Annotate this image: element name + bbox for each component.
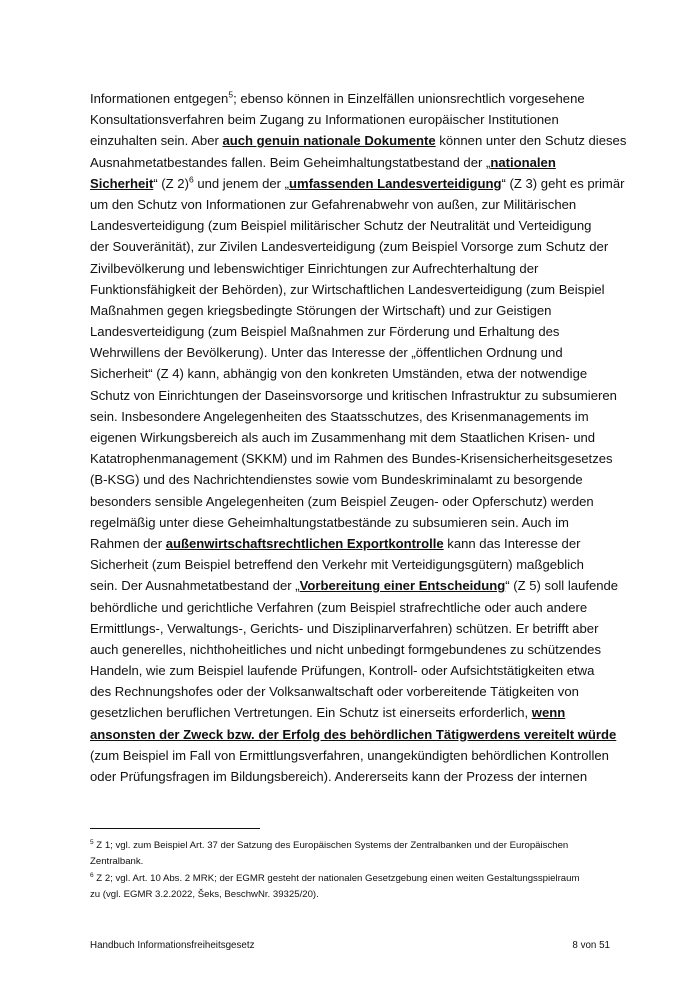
text-run: Konsultationsverfahren beim Zugang zu Informationen europäischer Institutionen <box>90 112 559 128</box>
text-run: kann das Interesse der <box>443 535 581 551</box>
text-run: (B-KSG) und des Nachrichtendienstes sowie vom Bundeskriminalamt zu besorgende <box>90 472 583 488</box>
body-line <box>90 236 610 257</box>
text-run: Wehrwillens der Bevölkerung). Unter das Interesse der „öffentlichen Ordnung und <box>90 345 563 361</box>
body-line <box>90 406 610 427</box>
text-run: Zivilbevölkerung und lebenswichtiger Einrichtungen zur Aufrechterhaltung der <box>90 260 539 276</box>
page-footer <box>90 938 610 954</box>
text-run: Landesverteidigung (zum Beispiel Maßnahmen zur Förderung und Erhaltung des <box>90 324 560 340</box>
footnote-reference: 6 <box>90 871 94 879</box>
footnotes <box>90 838 610 904</box>
emphasized-term: umfassenden Landesverteidigung <box>289 175 502 191</box>
body-line <box>90 342 610 363</box>
body-line <box>90 724 617 745</box>
text-run: oder Prüfungsfragen im Bildungsbereich). Andererseits kann der Prozess der internen <box>90 769 588 784</box>
body-line <box>90 575 619 596</box>
body-line <box>90 109 610 130</box>
body-line <box>90 300 610 321</box>
body-line <box>90 152 610 173</box>
footnote-separator <box>90 828 260 829</box>
footnote-reference: 6 <box>188 174 194 185</box>
body-line <box>90 491 610 512</box>
text-run: gesetzlichen beruflichen Vertretungen. Ein Schutz ist einerseits erforderlich, <box>90 705 532 721</box>
body-line <box>90 512 610 533</box>
body-line <box>90 702 610 723</box>
text-run: können unter den Schutz dieses <box>435 133 627 149</box>
emphasized-term: Vorbereitung einer Entscheidung <box>299 578 506 594</box>
text-run: sein. Insbesondere Angelegenheiten des Staatsschutzes, des Krisenmanagements im <box>90 408 589 424</box>
text-run: Zentralbank. <box>90 856 144 868</box>
body-line <box>90 766 610 787</box>
text-run: Landesverteidigung (zum Beispiel militärischer Schutz der Neutralität und Verteidigung <box>90 218 592 234</box>
text-run: Ermittlungs-, Verwaltungs-, Gerichts- und Disziplinarverfahren) schützen. Er betrifft aber <box>90 620 599 636</box>
body-line <box>90 618 610 639</box>
text-run: besonders sensible Angelegenheiten (zum Beispiel Zeugen- oder Opferschutz) werden <box>90 493 594 509</box>
body-line <box>90 448 613 469</box>
text-run: Z 1; vgl. zum Beispiel Art. 37 der Satzung des Europäischen Systems der Zentralbanken und der Europäischen <box>93 840 569 851</box>
text-run: Maßnahmen gegen kriegsbedingte Störungen der Wirtschaft) und zur Geistigen <box>90 302 552 318</box>
emphasized-term: nationalen <box>490 154 556 170</box>
body-line <box>90 258 610 279</box>
footnote-line <box>90 887 610 903</box>
footnote-line <box>90 854 610 870</box>
body-line <box>90 660 610 681</box>
text-run: behördliche und gerichtliche Verfahren (zum Beispiel strafrechtliche oder auch andere <box>90 599 588 615</box>
text-run: Sicherheit (zum Beispiel betreffend den Verkehr mit Verteidigungsgütern) maßgeblich <box>90 557 584 573</box>
text-run: einzuhalten sein. Aber <box>90 133 223 149</box>
text-run: eigenen Wirkungsbereich als auch im Zusammenhang mit dem Staatlichen Krisen- und <box>90 430 596 445</box>
footnote-line <box>90 838 610 854</box>
body-line <box>90 130 627 151</box>
text-run: Rahmen der <box>90 535 166 551</box>
text-run: (zum Beispiel im Fall von Ermittlungsverfahren, unangekündigten behördlichen Kontrollen <box>90 747 609 763</box>
text-run: und jenem der „ <box>193 175 290 191</box>
body-line <box>90 321 610 342</box>
body-line <box>90 427 610 448</box>
body-line <box>90 385 617 406</box>
body-line <box>90 88 610 109</box>
body-line <box>90 469 610 490</box>
footer-document-title: Handbuch Informationsfreiheitsgesetz <box>90 940 255 951</box>
text-run: Z 2; vgl. Art. 10 Abs. 2 MRK; der EGMR gesteht der nationalen Gesetzgebung einen weiten Gestaltungsspielraum <box>93 872 580 884</box>
footnote-reference: 5 <box>90 838 94 846</box>
footnote-reference: 5 <box>228 89 234 100</box>
emphasized-term: außenwirtschaftsrechtlichen Exportkontrolle <box>165 535 444 551</box>
body-line <box>90 363 610 384</box>
footer-page-number: 8 von 51 <box>572 940 610 951</box>
body-line <box>90 554 610 575</box>
body-line <box>90 215 610 236</box>
emphasized-term: wenn <box>531 705 566 721</box>
body-line <box>90 279 610 300</box>
body-line <box>90 597 610 618</box>
text-run: Sicherheit“ (Z 4) kann, abhängig von den konkreten Umständen, etwa der notwendige <box>90 366 588 382</box>
body-line <box>90 681 610 702</box>
text-run: Katatrophenmanagement (SKKM) und im Rahmen des Bundes-Krisensicherheitsgesetzes <box>90 451 613 467</box>
text-run: “ (Z 2) <box>153 175 189 191</box>
text-run: sein. Der Ausnahmetatbestand der „ <box>90 578 300 594</box>
body-line <box>90 533 610 554</box>
text-run: Schutz von Einrichtungen der Daseinsvorsorge und kritischen Infrastruktur zu subsumieren <box>90 387 617 403</box>
text-run: Informationen entgegen <box>90 91 229 106</box>
main-body-text <box>90 88 627 787</box>
text-run: auch generelles, nichthoheitliches und nicht unbedingt formgebundenes zu schützendes <box>90 641 602 657</box>
text-run: ; ebenso können in Einzelfällen unionsrechtlich vorgesehene <box>233 91 585 106</box>
text-run: regelmäßig unter diese Geheimhaltungstatbestände zu subsumieren sein. Auch im <box>90 514 569 530</box>
body-line <box>90 745 610 766</box>
text-run: des Rechnungshofes oder der Volksanwaltschaft oder vorbereitende Tätigkeiten von <box>90 684 579 700</box>
text-run: “ (Z 3) geht es primär <box>501 175 625 191</box>
footnote-line <box>90 871 610 887</box>
text-run: der Souveränität), zur Zivilen Landesverteidigung (zum Beispiel Vorsorge zum Schutz der <box>90 239 609 255</box>
text-run: “ (Z 5) soll laufende <box>505 578 619 594</box>
emphasized-term: auch genuin nationale Dokumente <box>222 133 436 149</box>
emphasized-term: ansonsten der Zweck bzw. der Erfolg des behördlichen Tätigwerdens vereitelt würde <box>90 726 617 742</box>
text-run: Handeln, wie zum Beispiel laufende Prüfungen, Kontroll- oder Aufsichtstätigkeiten etwa <box>90 663 595 679</box>
emphasized-term: Sicherheit <box>90 175 154 191</box>
body-line <box>90 194 610 215</box>
text-run: um den Schutz von Informationen zur Gefahrenabwehr von außen, zur Militärischen <box>90 196 577 212</box>
text-run: Ausnahmetatbestandes fallen. Beim Geheimhaltungstatbestand der „ <box>90 154 491 170</box>
text-run: zu (vgl. EGMR 3.2.2022, Šeks, BeschwNr. 39325/20). <box>90 889 319 901</box>
body-line <box>90 639 610 660</box>
text-run: Funktionsfähigkeit der Behörden), zur Wirtschaftlichen Landesverteidigung (zum Beispiel <box>90 281 605 297</box>
body-line <box>90 173 625 194</box>
